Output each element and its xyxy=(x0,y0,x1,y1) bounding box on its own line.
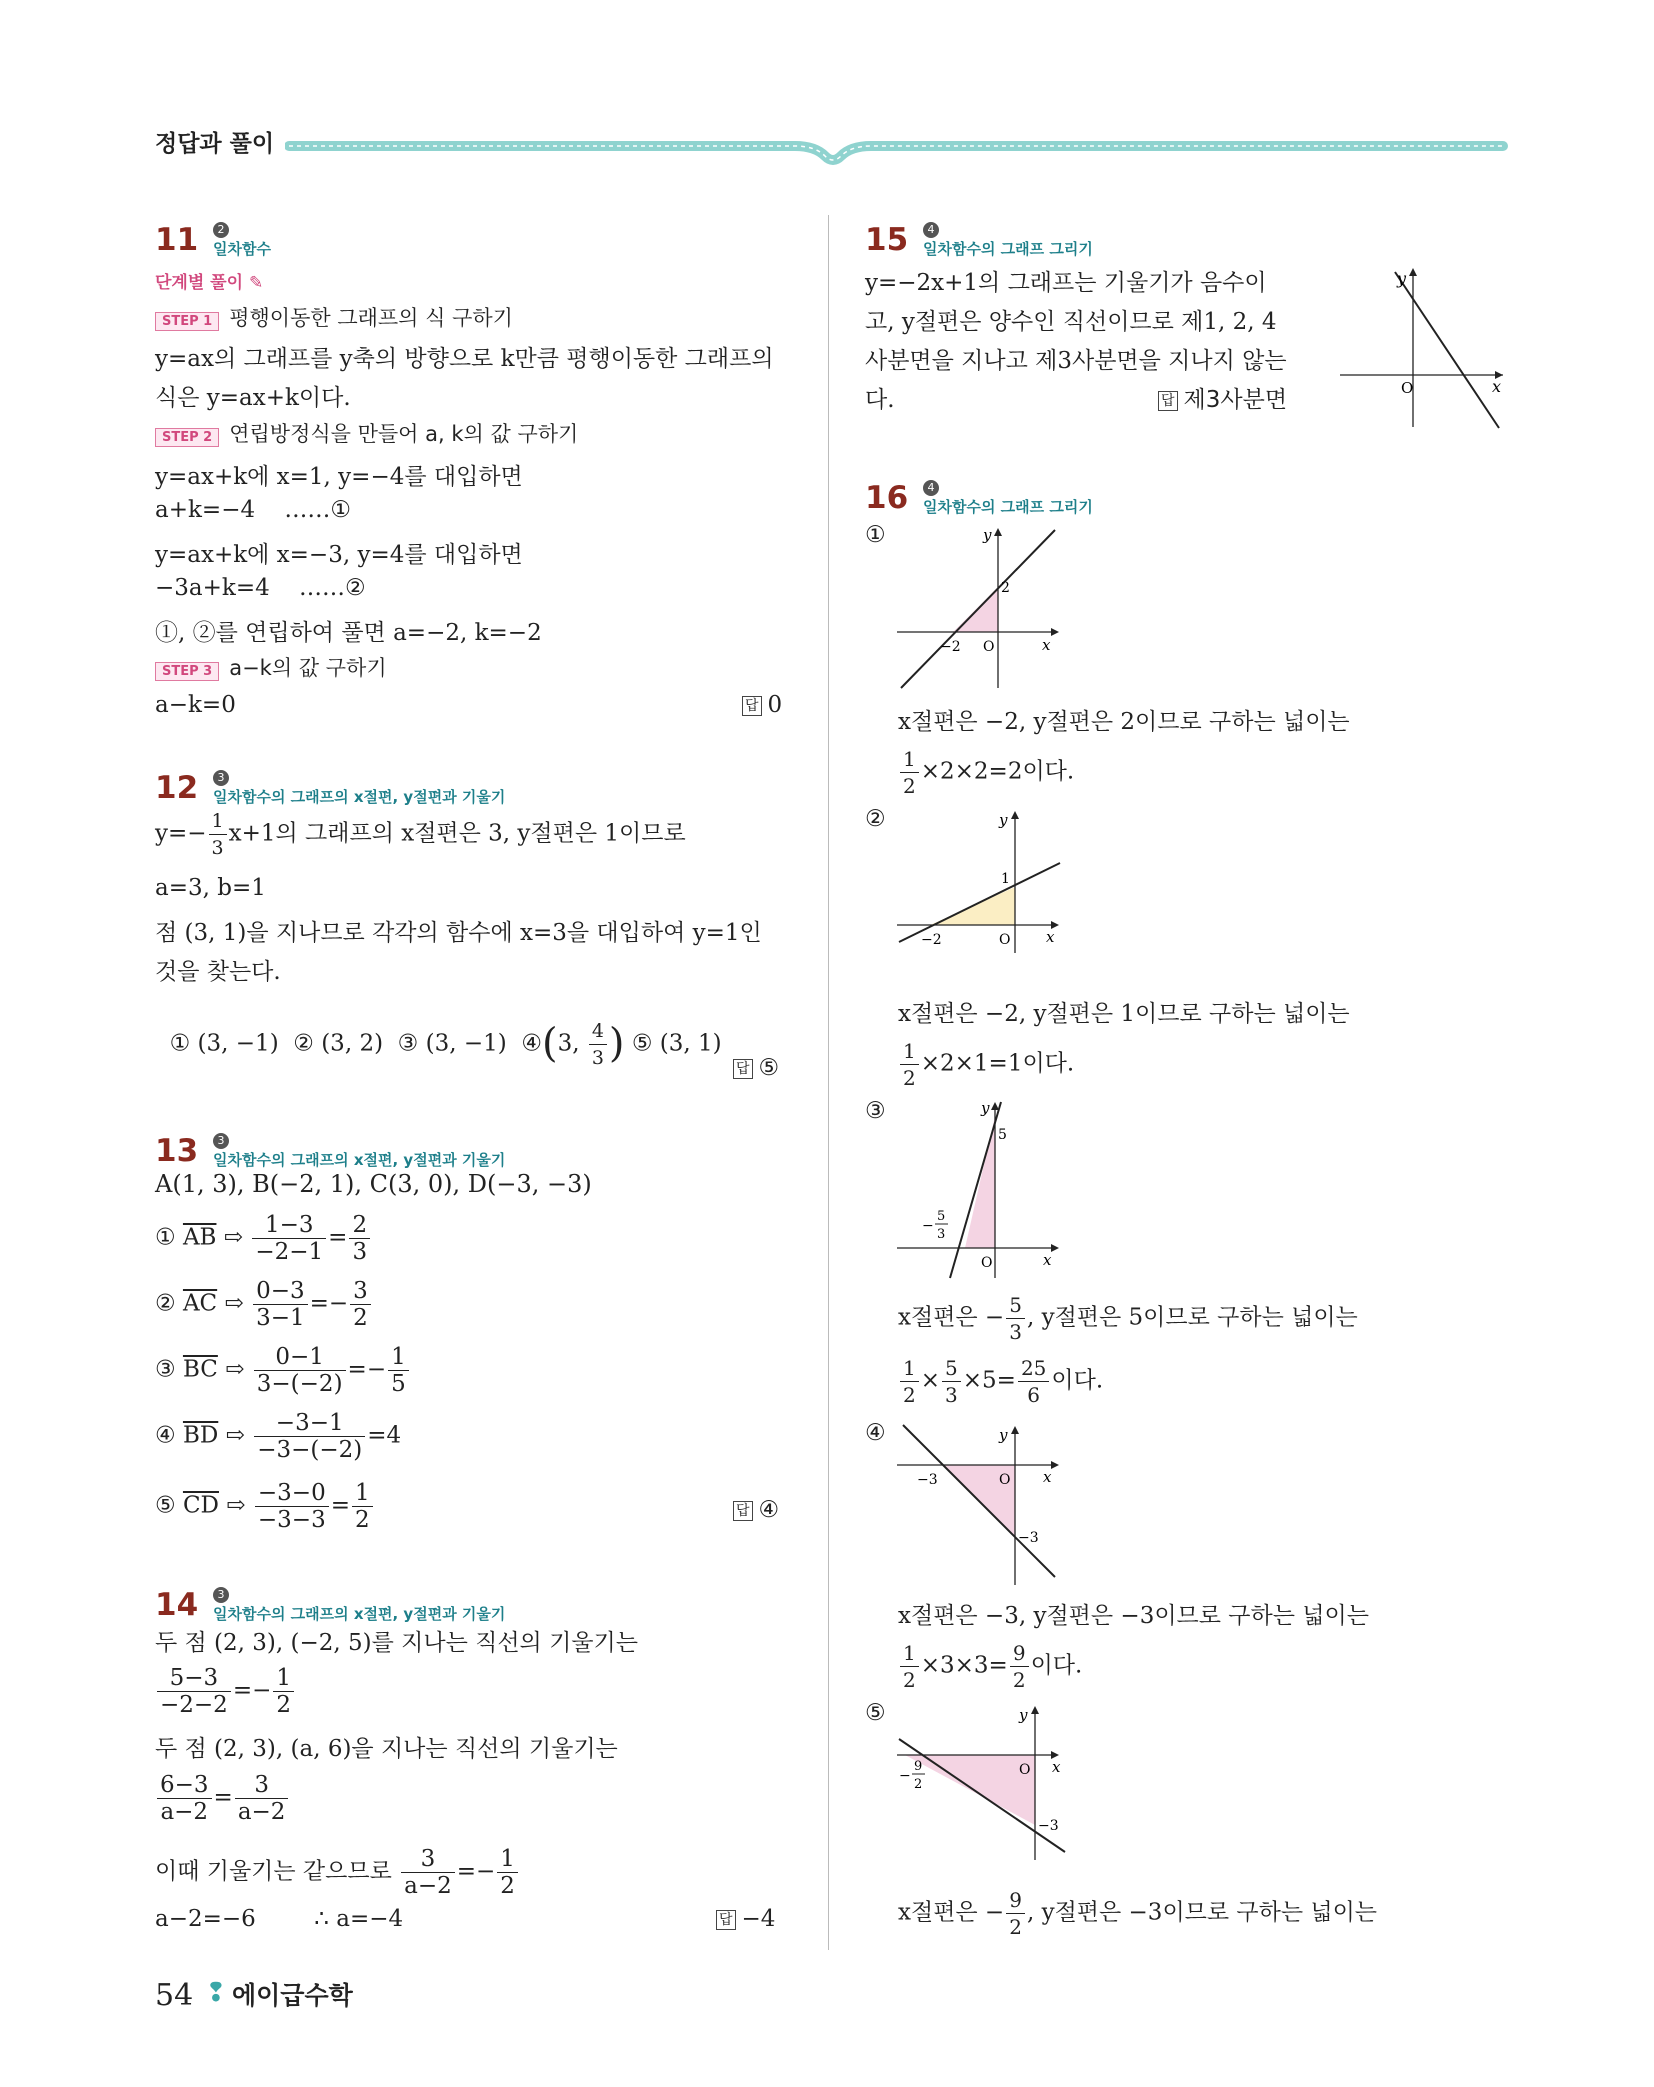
q11-answer-value: 0 xyxy=(767,692,783,718)
result-fraction xyxy=(1018,1355,1049,1408)
frac-num: 0−1 xyxy=(254,1344,346,1371)
pencil-icon: ✎ xyxy=(248,273,264,293)
step2-tag: STEP 2 xyxy=(155,428,219,447)
q16-p3-mid: ×5= xyxy=(962,1367,1016,1394)
frac-num: 1 xyxy=(900,1640,919,1667)
frac-den: 2 xyxy=(354,1507,370,1533)
q12-line3: 점 (3, 1)을 지나므로 각각의 함수에 x=3을 대입하여 y=1인 xyxy=(155,920,762,946)
q11-line6: −3a+k=4 ……② xyxy=(155,575,366,601)
area-triangle-1 xyxy=(953,587,998,632)
x-intercept-label: −2 xyxy=(940,639,961,655)
q11-step1 xyxy=(155,302,513,332)
q14-fraction1 xyxy=(155,1665,296,1718)
q16-p3-pre: x절편은 − xyxy=(898,1304,1005,1331)
result-fraction xyxy=(350,1278,371,1331)
q16-p2-calc: ×2×1=1이다. xyxy=(920,1050,1075,1077)
frac-den: −2−1 xyxy=(255,1239,324,1265)
q12-answer xyxy=(733,1055,779,1081)
implies-arrow: ⇨ xyxy=(223,1224,244,1251)
q16-part3-text2: $\frac{1}{2}$ × $\frac{5}{3}$ ×5= $\frac{25}{6}$ 이다. xyxy=(898,1355,1103,1408)
q14-line4: a−2=−6 ∴ a=−4 xyxy=(155,1906,404,1932)
y-intercept-label: −3 xyxy=(1038,1818,1059,1834)
column-divider xyxy=(828,215,829,1950)
slope-fraction xyxy=(401,1846,455,1899)
half-fraction xyxy=(900,1640,919,1693)
y-label: y xyxy=(1019,1706,1028,1724)
frac-num: 3 xyxy=(350,1278,371,1305)
q16-part5-label: ⑤ xyxy=(865,1700,886,1726)
frac-num: 3 xyxy=(401,1846,455,1873)
frac-den: 2 xyxy=(276,1692,291,1718)
frac-den: −3−(−2) xyxy=(257,1437,363,1463)
q13-topic: 일차함수의 그래프의 x절편, y절편과 기울기 xyxy=(213,1151,506,1169)
q15-answer xyxy=(1158,381,1287,414)
frac-num: 5 xyxy=(1006,1292,1025,1319)
q11-level-badge: 2 xyxy=(213,222,229,238)
frac-num: 1 xyxy=(900,1355,919,1382)
page-number: 54 xyxy=(155,1978,194,2013)
q16-graph-5 xyxy=(895,1700,1070,1870)
frac-den: 3 xyxy=(352,1239,368,1265)
origin-label: O xyxy=(983,639,995,655)
frac-num: 4 xyxy=(589,1018,607,1045)
implies-arrow: ⇨ xyxy=(224,1290,244,1317)
line-graph xyxy=(1395,272,1502,428)
line-graph xyxy=(903,1425,1055,1577)
q12-topic: 일차함수의 그래프의 x절편, y절편과 기울기 xyxy=(213,788,506,806)
frac-den: 2 xyxy=(1009,1915,1022,1939)
equals: = xyxy=(330,1492,350,1519)
answer-mark: 답 xyxy=(1158,391,1178,411)
q16-p5-post: , y절편은 −3이므로 구하는 넓이는 xyxy=(1026,1899,1378,1926)
q13-answer-value: ④ xyxy=(758,1497,780,1523)
frac-num: 1 xyxy=(352,1480,373,1507)
q16-p5-pre: x절편은 − xyxy=(898,1899,1005,1926)
frac-den: 3−1 xyxy=(256,1305,305,1331)
q12-l5-end: ⑤ (3, 1) xyxy=(631,1030,722,1057)
frac-num: 1−3 xyxy=(252,1212,326,1239)
q11-step2 xyxy=(155,418,578,448)
half-fraction xyxy=(900,1038,919,1091)
q16-part3-label: ③ xyxy=(865,1098,886,1124)
q15-number: 15 xyxy=(865,222,909,258)
q13-row2 xyxy=(155,1278,373,1331)
y-axis-arrow xyxy=(1409,268,1417,276)
frac-den: 2 xyxy=(500,1873,515,1899)
answer-mark: 답 xyxy=(742,696,762,716)
q13-level-badge: 3 xyxy=(213,1133,229,1149)
q13-topic-block xyxy=(213,1129,613,1170)
q11-heading xyxy=(155,222,198,258)
equals: =− xyxy=(309,1290,349,1317)
frac-num: 1 xyxy=(209,808,227,835)
segment-name: $\overline{AB}$ xyxy=(182,1224,217,1251)
q11-line8: a−k=0 xyxy=(155,692,236,718)
frac-num: 0−3 xyxy=(253,1278,308,1305)
frac-num: −3−0 xyxy=(255,1480,329,1507)
row-label: ⑤ xyxy=(155,1492,176,1519)
y-axis-arrow xyxy=(1031,1706,1039,1714)
q11-topic: 일차함수 xyxy=(213,240,271,258)
q14-l3-text: 이때 기울기는 같으므로 xyxy=(155,1858,392,1885)
x-intercept-sign: − xyxy=(922,1218,934,1234)
q16-part4-label: ④ xyxy=(865,1420,886,1446)
q12-answer-value: ⑤ xyxy=(758,1055,780,1081)
q12-l5-p1: 3, xyxy=(557,1030,580,1057)
frac-den: 2 xyxy=(903,774,916,798)
q16-graph-4 xyxy=(895,1420,1070,1590)
q15-line3: 사분면을 지나고 제3사분면을 지나지 않는 xyxy=(865,348,1287,374)
q13-answer xyxy=(733,1497,779,1523)
header-decor-bar xyxy=(285,128,1510,178)
result-fraction xyxy=(1010,1640,1029,1693)
q11-line2: 식은 y=ax+k이다. xyxy=(155,385,351,411)
q16-part4-text1: x절편은 −3, y절편은 −3이므로 구하는 넓이는 xyxy=(898,1603,1369,1629)
q16-part2-text1: x절편은 −2, y절편은 1이므로 구하는 넓이는 xyxy=(898,1001,1350,1027)
answer-mark: 답 xyxy=(716,1910,736,1930)
q16-part2-label: ② xyxy=(865,806,886,832)
answer-mark: 답 xyxy=(733,1501,753,1521)
q16-part3-text1 xyxy=(898,1292,1358,1345)
frac-num: 2 xyxy=(349,1212,370,1239)
x-axis-arrow xyxy=(1051,1244,1059,1252)
q15-graph xyxy=(1335,262,1510,432)
q16-part5-text1 xyxy=(898,1887,1377,1940)
q14-answer xyxy=(716,1906,775,1932)
slope-fraction xyxy=(255,1480,329,1533)
segment-name: $\overline{AC}$ xyxy=(182,1290,218,1317)
q16-graph-2 xyxy=(895,805,1070,955)
frac-num: 1 xyxy=(900,1038,919,1065)
frac-den: 2 xyxy=(903,1066,916,1090)
q11-topic-block xyxy=(213,218,413,259)
slope-fraction xyxy=(157,1665,231,1718)
line-graph xyxy=(899,863,1060,942)
x-axis-arrow xyxy=(1051,1461,1059,1469)
frac-den: 3 xyxy=(211,837,224,859)
q11-line4: a+k=−4 ……① xyxy=(155,497,351,523)
origin-label: O xyxy=(981,1255,993,1271)
x-label: x xyxy=(1492,377,1502,396)
frac-den: 2 xyxy=(1012,1668,1026,1692)
equals: = xyxy=(328,1224,348,1251)
result-fraction xyxy=(235,1772,289,1825)
q14-topic-block xyxy=(213,1583,613,1624)
q16-topic: 일차함수의 그래프 그리기 xyxy=(923,498,1093,516)
frac-den: 5 xyxy=(391,1371,406,1397)
origin-label: O xyxy=(1401,379,1414,397)
segment-name: $\overline{BC}$ xyxy=(182,1356,218,1383)
origin-label: O xyxy=(999,1472,1011,1488)
q14-line1: 두 점 (2, 3), (−2, 5)를 지나는 직선의 기울기는 xyxy=(155,1630,638,1656)
slope-fraction xyxy=(253,1278,308,1331)
q16-part1-text2 xyxy=(898,746,1074,799)
slope-fraction xyxy=(157,1772,212,1825)
step1-title: 평행이동한 그래프의 식 구하기 xyxy=(229,306,513,330)
frac-num: 5 xyxy=(942,1355,961,1382)
result-fraction xyxy=(497,1846,518,1899)
row-label: ④ xyxy=(155,1422,176,1449)
result-fraction xyxy=(349,1212,370,1265)
q14-level-badge: 3 xyxy=(213,1587,229,1603)
y-label: y xyxy=(999,1426,1008,1444)
brand-logo: 에이급수학 xyxy=(232,1981,353,2010)
q16-level-badge: 4 xyxy=(923,480,939,496)
line-graph xyxy=(901,530,1055,688)
q12-line2: a=3, b=1 xyxy=(155,875,266,901)
x-label: x xyxy=(1043,1468,1052,1486)
origin-label: O xyxy=(1019,1762,1031,1778)
row-label: ② xyxy=(155,1290,176,1317)
frac-den: 2 xyxy=(353,1305,368,1331)
q16-number: 16 xyxy=(865,480,909,516)
q15-line4: 다. xyxy=(865,387,895,413)
q16-graph-3 xyxy=(895,1098,1070,1283)
q13-row3 xyxy=(155,1344,411,1397)
frac-num: 9 xyxy=(1010,1640,1029,1667)
slope-fraction xyxy=(254,1344,346,1397)
frac-num: 25 xyxy=(1018,1355,1049,1382)
q12-number: 12 xyxy=(155,770,199,806)
q11-method xyxy=(155,268,263,293)
q14-line3 xyxy=(155,1846,520,1899)
half-fraction xyxy=(900,746,919,799)
half-fraction xyxy=(900,1355,919,1408)
x-intercept-label: −2 xyxy=(921,932,942,948)
base-fraction xyxy=(942,1355,961,1408)
frac-den: 3 xyxy=(1009,1320,1022,1344)
frac-num: 6−3 xyxy=(157,1772,212,1799)
q13-row4 xyxy=(155,1410,401,1463)
q12-line1 xyxy=(155,808,686,861)
frac-num: 1 xyxy=(900,746,919,773)
q14-answer-value: −4 xyxy=(741,1906,776,1932)
q16-part4-text2 xyxy=(898,1640,1082,1693)
step3-tag: STEP 3 xyxy=(155,662,219,681)
q15-heading xyxy=(865,222,908,258)
q12-level-badge: 3 xyxy=(213,770,229,786)
result-fraction xyxy=(352,1480,373,1533)
frac-den: −2−2 xyxy=(160,1692,228,1718)
frac-den: a−2 xyxy=(237,1799,286,1825)
x-intercept-num: 9 xyxy=(914,1759,923,1774)
step2-title: 연립방정식을 만들어 a, k의 값 구하기 xyxy=(229,422,579,446)
equals: =− xyxy=(232,1677,272,1704)
q15-topic: 일차함수의 그래프 그리기 xyxy=(923,240,1093,258)
balloon-icon: ❢ xyxy=(205,1978,227,2008)
xint-fraction xyxy=(1006,1887,1025,1940)
segment-name: $\overline{CD}$ xyxy=(182,1492,219,1519)
frac-num: 1 xyxy=(497,1846,518,1873)
result-fraction xyxy=(273,1665,294,1718)
q11-line7: ①, ②를 연립하여 풀면 a=−2, k=−2 xyxy=(155,620,542,646)
y-label: y xyxy=(981,1099,990,1117)
q16-p3-post: , y절편은 5이므로 구하는 넓이는 xyxy=(1026,1304,1358,1331)
page-header-title: 정답과 풀이 xyxy=(155,131,275,157)
frac-den: 2 xyxy=(903,1383,916,1407)
frac-num: 9 xyxy=(1006,1887,1025,1914)
x-intercept-label: −3 xyxy=(917,1472,938,1488)
q16-topic-block xyxy=(923,476,1223,517)
q13-heading xyxy=(155,1133,198,1169)
result-fraction xyxy=(388,1344,409,1397)
frac-num: 5−3 xyxy=(157,1665,231,1692)
x-label: x xyxy=(1042,636,1051,654)
answer-mark: 답 xyxy=(733,1059,753,1079)
x-intercept-sign: − xyxy=(899,1768,911,1784)
q12-line4: 것을 찾는다. xyxy=(155,959,281,985)
step1-tag: STEP 1 xyxy=(155,312,219,331)
x-label: x xyxy=(1046,928,1055,946)
slope-fraction xyxy=(254,1410,365,1463)
q11-number: 11 xyxy=(155,222,199,258)
q16-heading xyxy=(865,480,908,516)
q12-l1-pre: y=− xyxy=(155,820,207,847)
q16-part1-text1: x절편은 −2, y절편은 2이므로 구하는 넓이는 xyxy=(898,709,1350,735)
xint-fraction xyxy=(1006,1292,1025,1345)
q12-line5: ① (3, −1) ② (3, 2) ③ (3, −1) ④(3, $\frac{4}{3}$ ) ⑤ (3, 1) xyxy=(169,1020,722,1069)
frac-den: −3−3 xyxy=(257,1507,326,1533)
q11-line5: y=ax+k에 x=−3, y=4를 대입하면 xyxy=(155,542,523,568)
q16-p1-calc: ×2×2=2이다. xyxy=(920,758,1075,785)
q14-heading xyxy=(155,1587,198,1623)
y-intercept-label: −3 xyxy=(1018,1530,1039,1546)
frac-den: 3−(−2) xyxy=(256,1371,343,1397)
q14-line2: 두 점 (2, 3), (a, 6)을 지나는 직선의 기울기는 xyxy=(155,1736,618,1762)
equals: =4 xyxy=(367,1422,402,1449)
q16-p4-end: 이다. xyxy=(1030,1652,1083,1679)
q13-number: 13 xyxy=(155,1133,199,1169)
implies-arrow: ⇨ xyxy=(225,1422,245,1449)
q11-line1: y=ax의 그래프를 y축의 방향으로 k만큼 평행이동한 그래프의 xyxy=(155,346,774,372)
q13-row5 xyxy=(155,1480,375,1533)
frac-num: 1 xyxy=(273,1665,294,1692)
slope-fraction xyxy=(252,1212,326,1265)
q12-l1-post: x+1의 그래프의 x절편은 3, y절편은 1이므로 xyxy=(228,820,686,847)
area-triangle-5 xyxy=(905,1755,1035,1825)
equals: = xyxy=(213,1784,233,1811)
q12-heading xyxy=(155,770,198,806)
x-label: x xyxy=(1043,1251,1052,1269)
q16-graph-1 xyxy=(895,520,1070,692)
y-intercept-label: 2 xyxy=(1001,580,1010,596)
x-intercept-den: 3 xyxy=(937,1227,946,1242)
q16-p4-calc: ×3×3= xyxy=(920,1652,1008,1679)
x-intercept-num: 5 xyxy=(937,1209,946,1224)
frac-den: 2 xyxy=(903,1668,916,1692)
y-axis-arrow xyxy=(1011,1426,1019,1434)
frac-den: 6 xyxy=(1027,1383,1041,1407)
x-axis-arrow xyxy=(1051,628,1059,636)
y-axis-arrow xyxy=(994,528,1002,536)
q15-level-badge: 4 xyxy=(923,222,939,238)
row-label: ① xyxy=(155,1224,176,1251)
segment-name: $\overline{BD}$ xyxy=(182,1422,219,1449)
frac-den: a−2 xyxy=(404,1873,452,1899)
q16-part1-label: ① xyxy=(865,522,886,548)
implies-arrow: ⇨ xyxy=(226,1492,246,1519)
implies-arrow: ⇨ xyxy=(225,1356,245,1383)
q14-fraction2 xyxy=(155,1772,290,1825)
q12-topic-block xyxy=(213,766,613,807)
step3-title: a−k의 값 구하기 xyxy=(229,656,387,680)
frac-den: 3 xyxy=(591,1047,604,1069)
q11-line3: y=ax+k에 x=1, y=−4를 대입하면 xyxy=(155,464,523,490)
frac-den: a−2 xyxy=(160,1799,209,1825)
q14-topic: 일차함수의 그래프의 x절편, y절편과 기울기 xyxy=(213,1605,506,1623)
q15-answer-value: 제3사분면 xyxy=(1183,387,1288,413)
q15-topic-block xyxy=(923,218,1223,259)
y-label: y xyxy=(999,811,1008,829)
q13-row1 xyxy=(155,1212,372,1265)
y-label: y xyxy=(1397,269,1407,288)
q11-answer xyxy=(742,692,782,718)
q16-part2-text2 xyxy=(898,1038,1074,1091)
frac-num: 1 xyxy=(388,1344,409,1371)
frac-den: 3 xyxy=(945,1383,958,1407)
y-label: y xyxy=(983,526,992,544)
y-intercept-label: 1 xyxy=(1001,871,1010,887)
q11-method-label: 단계별 풀이 xyxy=(155,273,244,293)
origin-label: O xyxy=(999,932,1011,948)
y-axis-arrow xyxy=(1011,811,1019,819)
q14-number: 14 xyxy=(155,1587,199,1623)
equals: =− xyxy=(456,1858,496,1885)
frac-num: 3 xyxy=(235,1772,289,1799)
x-label: x xyxy=(1052,1758,1061,1776)
q16-p3-end: 이다. xyxy=(1051,1367,1104,1394)
row-label: ③ xyxy=(155,1356,176,1383)
q12-l5-text: ① (3, −1) ② (3, 2) ③ (3, −1) ④ xyxy=(169,1030,542,1057)
equals: =− xyxy=(347,1356,387,1383)
frac-num: −3−1 xyxy=(254,1410,365,1437)
q13-line1: A(1, 3), B(−2, 1), C(3, 0), D(−3, −3) xyxy=(155,1170,592,1198)
q15-line1: y=−2x+1의 그래프는 기울기가 음수이 xyxy=(865,270,1267,296)
q15-line2: 고, y절편은 양수인 직선이므로 제1, 2, 4 xyxy=(865,309,1277,335)
q12-l5-fraction xyxy=(589,1018,607,1071)
x-intercept-den: 2 xyxy=(914,1777,923,1792)
q11-step3 xyxy=(155,652,387,682)
y-intercept-label: 5 xyxy=(998,1127,1007,1143)
q12-l1-fraction xyxy=(209,808,227,861)
y-axis-arrow xyxy=(991,1102,999,1110)
